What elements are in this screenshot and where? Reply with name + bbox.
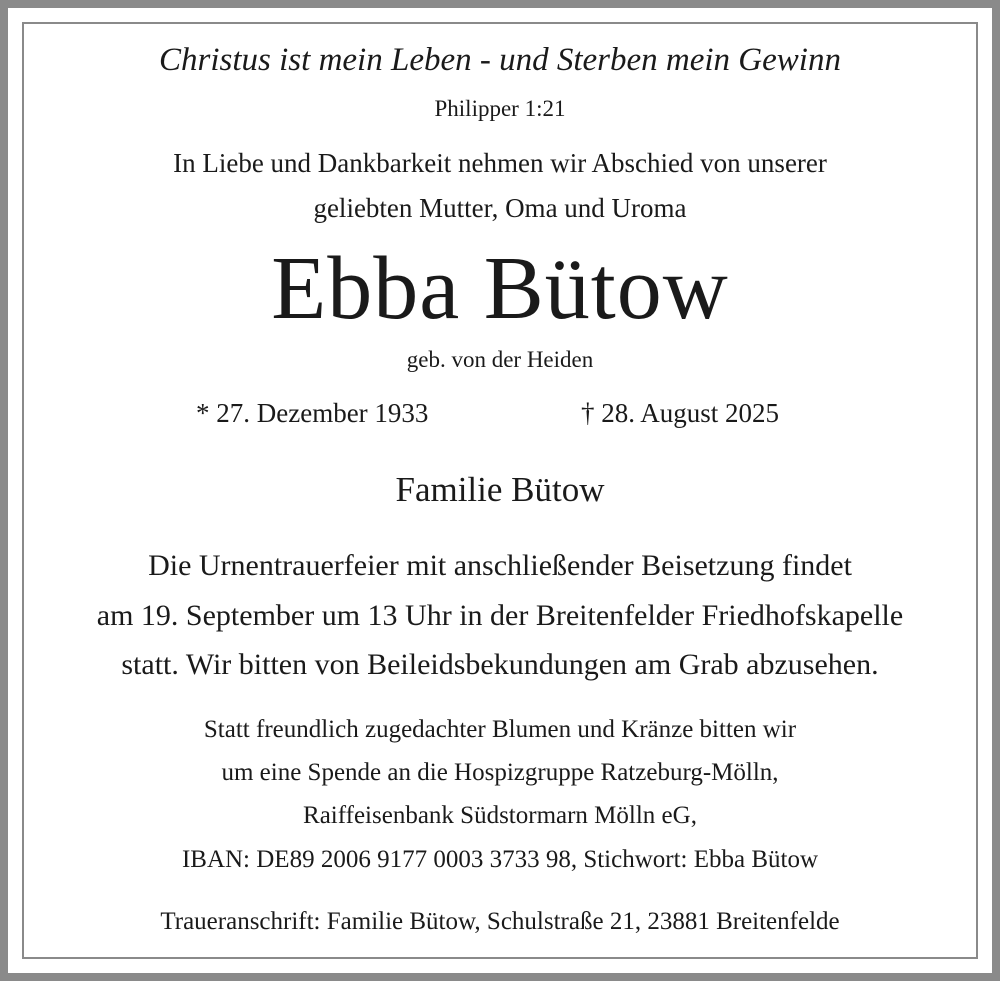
intro-line-2: geliebten Mutter, Oma und Uroma xyxy=(313,193,687,223)
maiden-name: geb. von der Heiden xyxy=(406,347,594,372)
ceremony-line-1: Die Urnentrauerfeier mit anschließender Beisetzung findet xyxy=(148,549,852,582)
donation-line-3: Raiffeisenbank Südstormarn Mölln eG, xyxy=(303,802,697,829)
family-signature: Familie Bütow xyxy=(395,470,605,509)
mourning-address: Traueranschrift: Familie Bütow, Schulstraße 21, 23881 Breitenfelde xyxy=(160,908,840,935)
donation-line-2: um eine Spende an die Hospizgruppe Ratzeburg-Mölln, xyxy=(221,759,779,786)
birth-date: * 27. Dezember 1933 xyxy=(196,398,429,428)
donation-line-1: Statt freundlich zugedachter Blumen und Kränze bitten wir xyxy=(203,716,797,743)
ceremony-line-2: am 19. September um 13 Uhr in der Breitenfelder Friedhofskapelle xyxy=(96,599,904,632)
ceremony-line-3: statt. Wir bitten von Beileidsbekundungen am Grab abzusehen. xyxy=(121,648,879,681)
death-date: † 28. August 2025 xyxy=(581,398,780,428)
intro-line-1: In Liebe und Dankbarkeit nehmen wir Abschied von unserer xyxy=(173,148,827,178)
deceased-name: Ebba Bütow xyxy=(271,239,729,338)
donation-iban: IBAN: DE89 2006 9177 0003 3733 98, Stichwort: Ebba Bütow xyxy=(181,846,819,873)
motto-quote: Christus ist mein Leben - und Sterben mein Gewinn xyxy=(159,42,841,78)
bible-verse: Philipper 1:21 xyxy=(434,96,566,121)
